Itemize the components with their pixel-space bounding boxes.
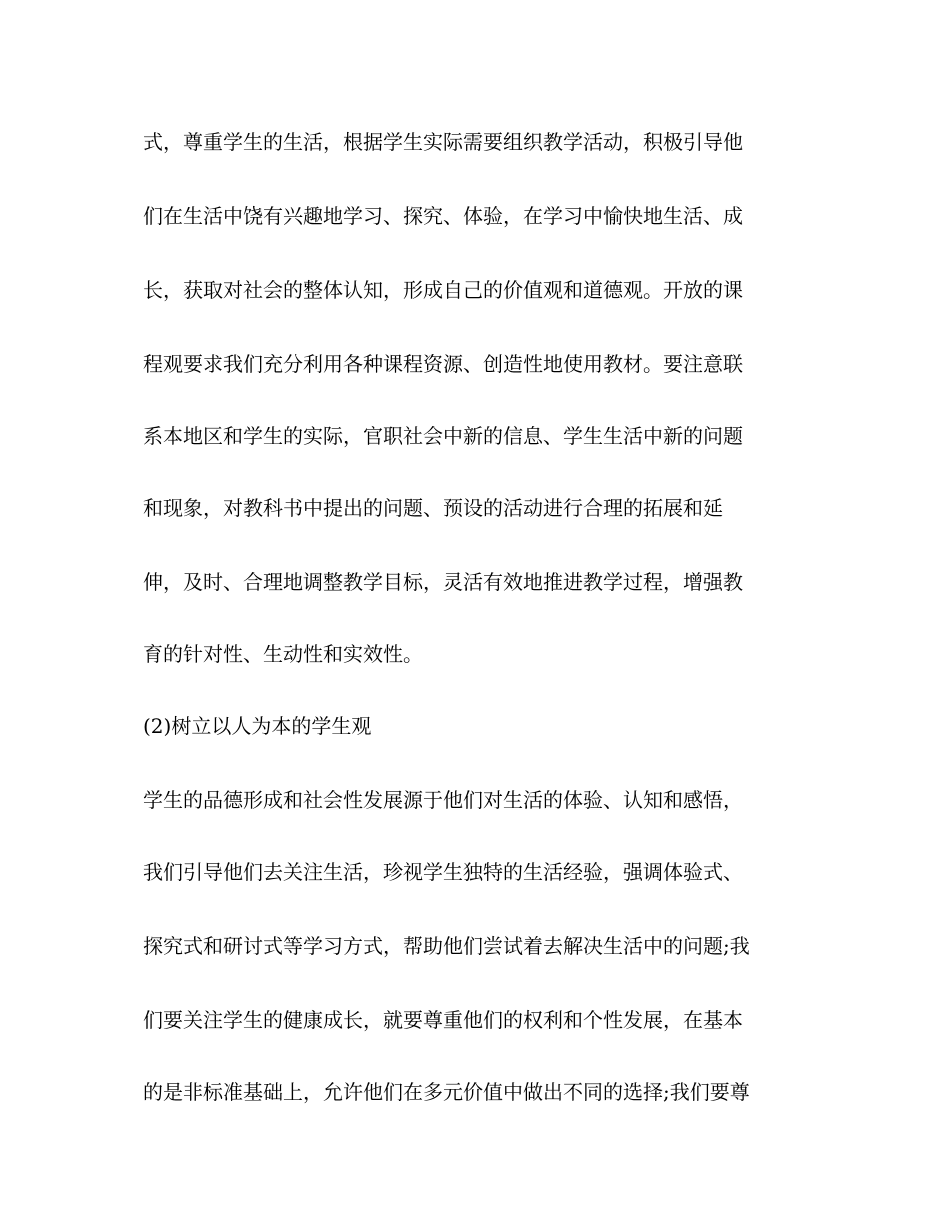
paragraph-line-8: 育的针对性、生动性和实效性。: [143, 642, 423, 666]
paragraph-line-2: 们在生活中饶有兴趣地学习、探究、体验，在学习中愉快地生活、成: [143, 204, 743, 228]
paragraph-line-3: 长，获取对社会的整体认知，形成自己的价值观和道德观。开放的课: [143, 278, 743, 302]
paragraph-line-10: 我们引导他们去关注生活，珍视学生独特的生活经验，强调体验式、: [143, 860, 743, 884]
section-heading: (2)树立以人为本的学生观: [143, 714, 372, 738]
paragraph-line-6: 和现象，对教科书中提出的问题、预设的活动进行合理的拓展和延: [143, 496, 723, 520]
paragraph-line-5: 系本地区和学生的实际，官职社会中新的信息、学生生活中新的问题: [143, 424, 743, 448]
paragraph-line-4: 程观要求我们充分利用各种课程资源、创造性地使用教材。要注意联: [143, 352, 743, 376]
paragraph-line-11: 探究式和研讨式等学习方式，帮助他们尝试着去解决生活中的问题;我: [143, 934, 750, 958]
paragraph-line-1: 式，尊重学生的生活，根据学生实际需要组织教学活动，积极引导他: [143, 130, 743, 154]
paragraph-line-13: 的是非标准基础上，允许他们在多元价值中做出不同的选择;我们要尊: [143, 1080, 750, 1104]
paragraph-line-7: 伸，及时、合理地调整教学目标，灵活有效地推进教学过程，增强教: [143, 570, 743, 594]
paragraph-line-12: 们要关注学生的健康成长，就要尊重他们的权利和个性发展，在基本: [143, 1008, 743, 1032]
paragraph-line-9: 学生的品德形成和社会性发展源于他们对生活的体验、认知和感悟，: [143, 788, 743, 812]
